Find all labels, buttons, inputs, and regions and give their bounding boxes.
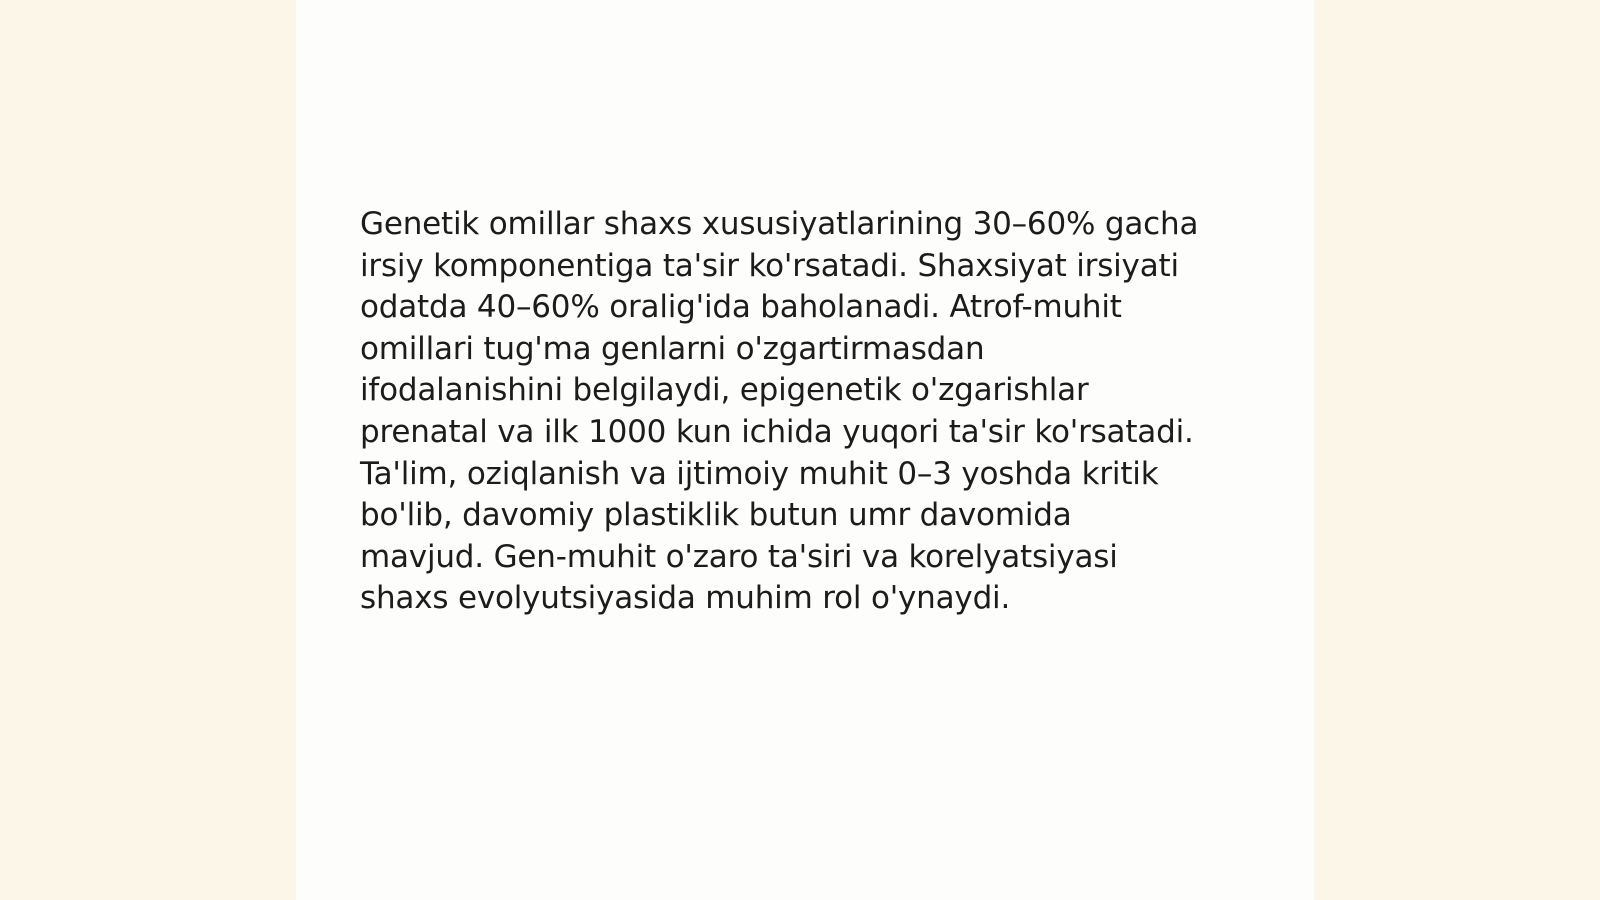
text-line: mavjud. Gen-muhit o'zaro ta'siri va korelyatsiyasi bbox=[360, 538, 1118, 575]
text-line: bo'lib, davomiy plastiklik butun umr davomida bbox=[360, 497, 1072, 534]
body-paragraph bbox=[360, 204, 1260, 620]
text-line: omillari tug'ma genlarni o'zgartirmasdan bbox=[360, 330, 985, 367]
text-line: ifodalanishini belgilaydi, epigenetik o'zgarishlar bbox=[360, 372, 1089, 409]
left-margin-panel bbox=[0, 0, 296, 900]
text-line: odatda 40–60% oralig'ida baholanadi. Atrof-muhit bbox=[360, 289, 1122, 326]
text-line: prenatal va ilk 1000 kun ichida yuqori ta'sir ko'rsatadi. bbox=[360, 413, 1194, 450]
document-page bbox=[296, 0, 1314, 900]
text-line: shaxs evolyutsiyasida muhim rol o'ynaydi. bbox=[360, 580, 1011, 617]
text-line: irsiy komponentiga ta'sir ko'rsatadi. Shaxsiyat irsiyati bbox=[360, 247, 1179, 284]
right-margin-panel bbox=[1314, 0, 1600, 900]
text-line: Ta'lim, oziqlanish va ijtimoiy muhit 0–3 yoshda kritik bbox=[360, 455, 1159, 492]
text-line: Genetik omillar shaxs xususiyatlarining 30–60% gacha bbox=[360, 206, 1199, 242]
